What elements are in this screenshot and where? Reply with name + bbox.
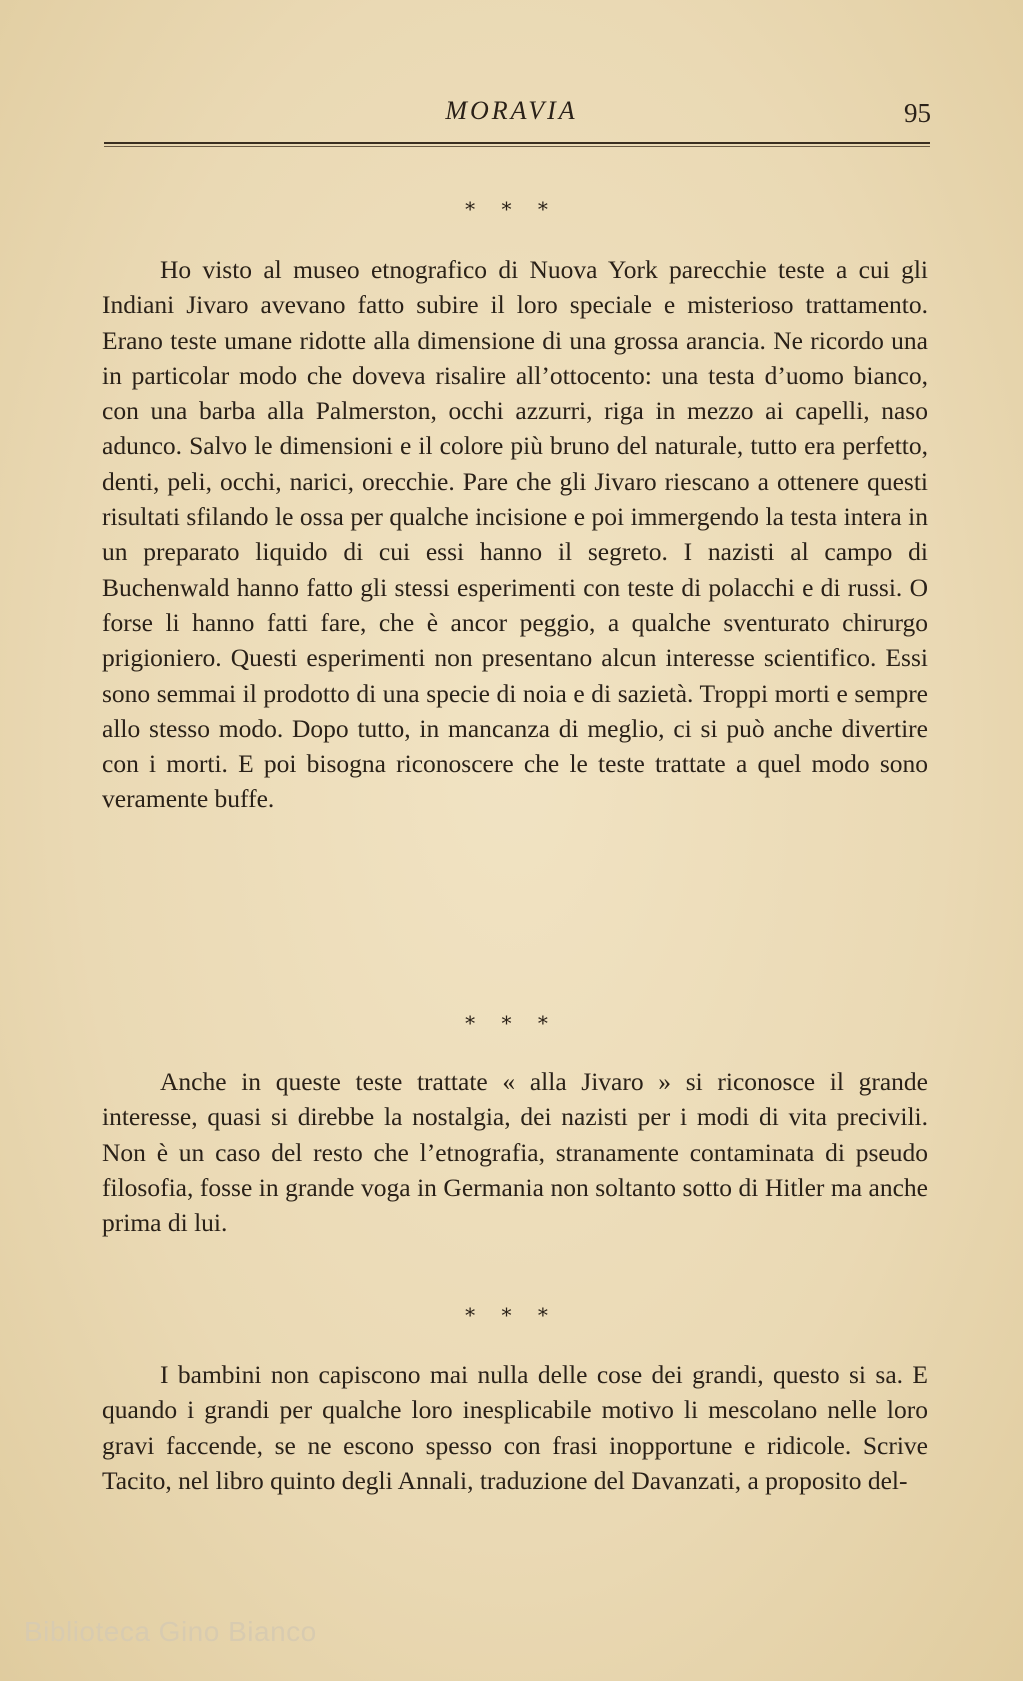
section-separator: * * *	[465, 1303, 558, 1327]
text-block	[102, 1064, 928, 1240]
section-separator: * * *	[465, 197, 558, 221]
header-rule	[104, 142, 930, 144]
running-title: MORAVIA	[445, 96, 578, 125]
header-rule-thin	[104, 146, 930, 147]
section-separator: * * *	[465, 1011, 558, 1035]
text-block	[102, 252, 928, 817]
library-watermark: Biblioteca Gino Bianco	[24, 1616, 317, 1647]
text-block	[102, 1357, 928, 1498]
paragraph: I bambini non capiscono mai nulla delle cose dei grandi, questo si sa. E quando i grandi per qualche loro inesplicabile motivo li mescolano nelle loro gravi faccende, se ne escono spesso con frasi inopportune e ridicole. Scrive Tacito, nel libro quinto degli Annali, traduzione del Davanzati, a proposito del-	[102, 1360, 928, 1495]
paragraph: Anche in queste teste trattate « alla Jivaro » si riconosce il grande interesse, quasi si direbbe la nostalgia, dei nazisti per i modi di vita precivili. Non è un caso del resto che l’etnografia, stranamente contaminata di pseudo filosofia, fosse in grande voga in Germania non soltanto sotto di Hitler ma anche prima di lui.	[102, 1067, 928, 1238]
paragraph: Ho visto al museo etnografico di Nuova York parecchie teste a cui gli Indiani Jivaro avevano fatto subire il loro speciale e misterioso trattamento. Erano teste umane ridotte alla dimensione di una grossa arancia. Ne ricordo una in particolar modo che doveva risalire all’ottocento: una testa d’uomo bianco, con una barba alla Palmerston, occhi azzurri, riga in mezzo ai capelli, naso adunco. Salvo le dimensioni e il colore più bruno del naturale, tutto era perfetto, denti, peli, occhi, narici, orecchie. Pare che gli Jivaro riescano a ottenere questi risultati sfilando le ossa per qualche incisione e poi immergendo la testa intera in un preparato liquido di cui essi hanno il segreto. I nazisti al campo di Buchenwald hanno fatto gli stessi esperimenti con teste di polacchi e di russi. O forse li hanno fatti fare, che è ancor peggio, a qualche sventurato chirurgo prigioniero. Questi esperimenti non presentano alcun interesse scientifico. Essi sono semmai il prodotto di una specie di noia e di sazietà. Troppi morti e sempre allo stesso modo. Dopo tutto, in mancanza di meglio, ci si può anche divertire con i morti. E poi bisogna riconoscere che le teste trattate a quel modo sono veramente buffe.	[102, 255, 928, 814]
page-number: 95	[904, 98, 931, 128]
